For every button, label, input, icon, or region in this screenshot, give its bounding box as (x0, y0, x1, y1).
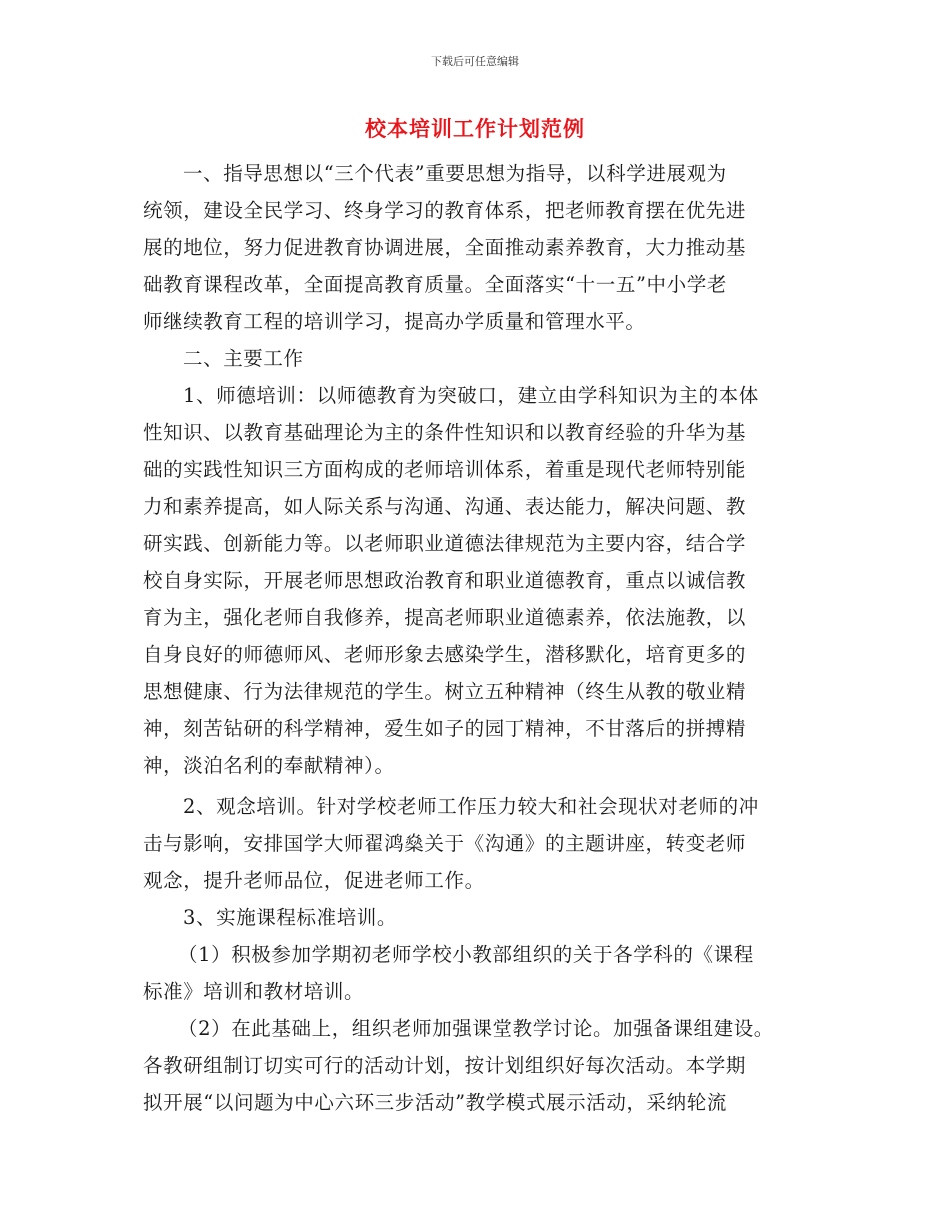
paragraph-line: 自身良好的师德师风、老师形象去感染学生，潜移默化，培育更多的 (143, 643, 747, 666)
paragraph-line: 统领，建设全民学习、终身学习的教育体系，把老师教育摆在优先进 (143, 199, 747, 222)
paragraph-line: 研实践、创新能力等。以老师职业道德法律规范为主要内容，结合学 (143, 532, 747, 555)
paragraph-line: 各教研组制订切实可行的活动计划，按计划组织好每次活动。本学期 (143, 1054, 747, 1077)
paragraph-line: 育为主，强化老师自我修养，提高老师职业道德素养，依法施教，以 (143, 606, 747, 629)
paragraph-line: 础教育课程改革，全面提高教育质量。全面落实“十一五”中小学老 (143, 273, 727, 296)
paragraph-line: 性知识、以教育基础理论为主的条件性知识和以教育经验的升华为基 (143, 421, 747, 444)
paragraph-line: 2、观念培训。针对学校老师工作压力较大和社会现状对老师的冲 (183, 795, 759, 818)
paragraph-line: 拟开展“以问题为中心六环三步活动”教学模式展示活动，采纳轮流 (143, 1091, 727, 1114)
paragraph-line: 一、指导思想以“三个代表”重要思想为指导，以科学进展观为 (183, 162, 727, 185)
paragraph-line: 础的实践性知识三方面构成的老师培训体系，着重是现代老师特别能 (143, 458, 747, 481)
paragraph-line: 展的地位，努力促进教育协调进展，全面推动素养教育，大力推动基 (143, 236, 747, 259)
paragraph-line: 观念，提升老师品位，促进老师工作。 (143, 869, 485, 892)
paragraph-line: 力和素养提高，如人际关系与沟通、沟通、表达能力，解决问题、教 (143, 495, 747, 518)
paragraph-line: 3、实施课程标准培训。 (183, 906, 398, 929)
paragraph-line: 标准》培训和教材培训。 (143, 980, 365, 1003)
paragraph-line: 师继续教育工程的培训学习，提高办学质量和管理水平。 (143, 310, 646, 333)
paragraph-line: 1、师德培训：以师德教育为突破口，建立由学科知识为主的本体 (183, 384, 759, 407)
section-heading: 二、主要工作 (183, 347, 304, 370)
paragraph-line: （2）在此基础上，组织老师加强课堂教学讨论。加强备课组建设。 (178, 1017, 774, 1040)
document-title: 校本培训工作计划范例 (365, 116, 585, 141)
paragraph-line: 校自身实际，开展老师思想政治教育和职业道德教育，重点以诚信教 (143, 569, 747, 592)
paragraph-line: 击与影响，安排国学大师翟鸿燊关于《沟通》的主题讲座，转变老师 (143, 832, 747, 855)
paragraph-line: 神，刻苦钻研的科学精神，爱生如子的园丁精神，不甘落后的拼搏精 (143, 717, 747, 740)
paragraph-line: 思想健康、行为法律规范的学生。树立五种精神（终生从教的敬业精 (143, 680, 747, 703)
paragraph-line: （1）积极参加学期初老师学校小教部组织的关于各学科的《课程 (178, 943, 754, 966)
page-header: 下载后可任意编辑 (431, 55, 519, 68)
paragraph-line: 神，淡泊名利的奉献精神）。 (143, 754, 395, 777)
